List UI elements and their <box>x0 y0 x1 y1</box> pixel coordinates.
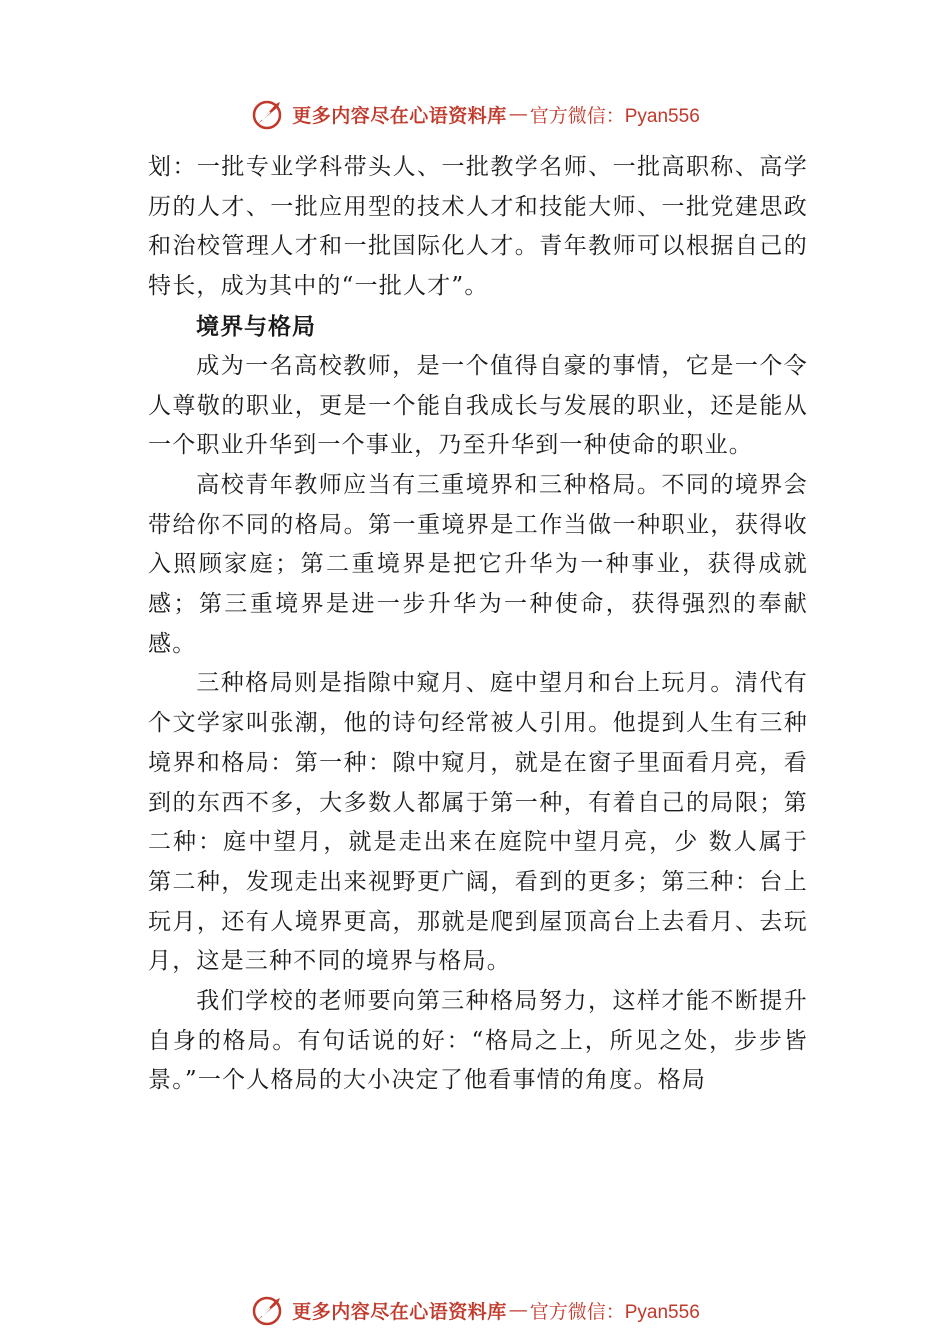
page-header <box>0 92 950 136</box>
paragraph-third-pattern: 我们学校的老师要向第三种格局努力，这样才能不断提升自身的格局。有句话说的好：“格局之上，所见之处，步步皆景。”一个人格局的大小决定了他看事情的角度。格局 <box>148 988 808 1094</box>
section-heading: 境界与格局 <box>196 313 316 340</box>
header-wechat-label: 官方微信：Pyan556 <box>529 105 700 127</box>
footer-wechat-label: 官方微信：Pyan556 <box>529 1301 700 1323</box>
paragraph-three-realms: 高校青年教师应当有三重境界和三种格局。不同的境界会带给你不同的格局。第一重境界是工作当做一种职业，获得收入照顾家庭；第二重境界是把它升华为一种事业，获得成就感；第三重境界是进一步升华为一种使命，获得强烈的奉献感。 <box>148 471 808 657</box>
footer-dash: — <box>508 1299 528 1321</box>
document-body <box>148 148 808 1101</box>
quill-logo-icon <box>250 96 286 132</box>
header-dash: — <box>508 103 528 125</box>
paragraph-teacher-career: 成为一名高校教师，是一个值得自豪的事情，它是一个令人尊敬的职业，更是一个能自我成长与发展的职业，还是能从一个职业升华到一个事业，乃至升华到一种使命的职业。 <box>148 352 808 459</box>
paragraph-talent-plan: 划：一批专业学科带头人、一批教学名师、一批高职称、高学历的人才、一批应用型的技术人才和技能大师、一批党建思政和治校管理人才和一批国际化人才。青年教师可以根据自己的特长，成为其中的“一批人才”。 <box>148 154 808 300</box>
quill-logo-icon <box>250 1292 286 1328</box>
header-brand-text: 更多内容尽在心语资料库 <box>292 104 507 127</box>
page-footer <box>0 1288 950 1332</box>
footer-brand-text: 更多内容尽在心语资料库 <box>292 1300 507 1323</box>
paragraph-three-patterns: 三种格局则是指隙中窥月、庭中望月和台上玩月。清代有个文学家叫张潮，他的诗句经常被人引用。他提到人生有三种境界和格局：第一种：隙中窥月，就是在窗子里面看月亮，看到的东西不多，大多数人都属于第一种，有着自己的局限；第二种：庭中望月，就是走出来在庭院中望月亮，少 数人属于第二种，发现走出来视野更广阔，看到的更多；第三种：台上玩月，还有人境界更高，那就是爬到屋顶高台上去看月、去玩月，这是三种不同的境界与格局。 <box>148 670 808 975</box>
